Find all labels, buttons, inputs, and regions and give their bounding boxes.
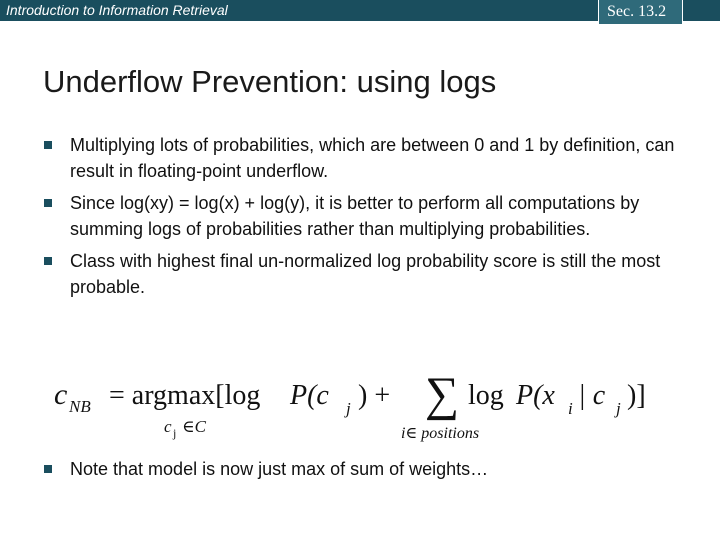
bullet-square-icon bbox=[44, 257, 52, 265]
formula-p1-close: ) + bbox=[358, 380, 391, 411]
bullet-text: Since log(xy) = log(x) + log(y), it is better to perform all computations by summing logs of probabilities rather than multiplying probabilities. bbox=[70, 193, 640, 239]
final-bullet-item bbox=[44, 456, 720, 482]
bullet-item bbox=[44, 248, 694, 300]
bullet-square-icon bbox=[44, 465, 52, 473]
course-title: Introduction to Information Retrieval bbox=[6, 2, 228, 18]
formula-lhs: c bbox=[54, 378, 68, 411]
formula-p2-sub-i: i bbox=[568, 399, 573, 418]
formula-under-argmax-sub: j bbox=[173, 426, 177, 440]
final-bullet-text: Note that model is now just max of sum of weights… bbox=[70, 459, 489, 479]
section-badge bbox=[598, 0, 683, 24]
bullet-text: Multiplying lots of probabilities, which are between 0 and 1 by definition, can result in floating-point underflow. bbox=[70, 135, 675, 181]
formula-log2: log bbox=[468, 380, 504, 411]
formula-under-argmax-rest: ∈C bbox=[182, 417, 206, 436]
bullet-list bbox=[44, 132, 694, 306]
formula-p2-sub-j: j bbox=[616, 399, 621, 418]
formula-lhs-sub: NB bbox=[69, 397, 91, 416]
formula-p1-sub: j bbox=[346, 399, 351, 418]
bullet-square-icon bbox=[44, 199, 52, 207]
bullet-text: Class with highest final un-normalized log probability score is still the most probable. bbox=[70, 251, 661, 297]
bullet-square-icon bbox=[44, 141, 52, 149]
formula-argmax: = argmax[log bbox=[109, 380, 261, 411]
section-label: Sec. 13.2 bbox=[607, 3, 667, 20]
formula-svg bbox=[54, 366, 664, 446]
formula-sum-symbol: ∑ bbox=[425, 368, 460, 421]
formula-under-argmax: c bbox=[164, 417, 172, 436]
formula-under-sum: i∈ positions bbox=[401, 425, 480, 442]
bullet-item bbox=[44, 190, 694, 242]
formula-p2-close: )] bbox=[627, 380, 646, 411]
bullet-item bbox=[44, 132, 694, 184]
slide-title: Underflow Prevention: using logs bbox=[43, 64, 497, 99]
naive-bayes-formula bbox=[54, 366, 664, 446]
formula-p2-mid: | c bbox=[578, 380, 606, 411]
formula-p1: P(c bbox=[290, 380, 329, 411]
formula-p2: P(x bbox=[516, 380, 555, 411]
